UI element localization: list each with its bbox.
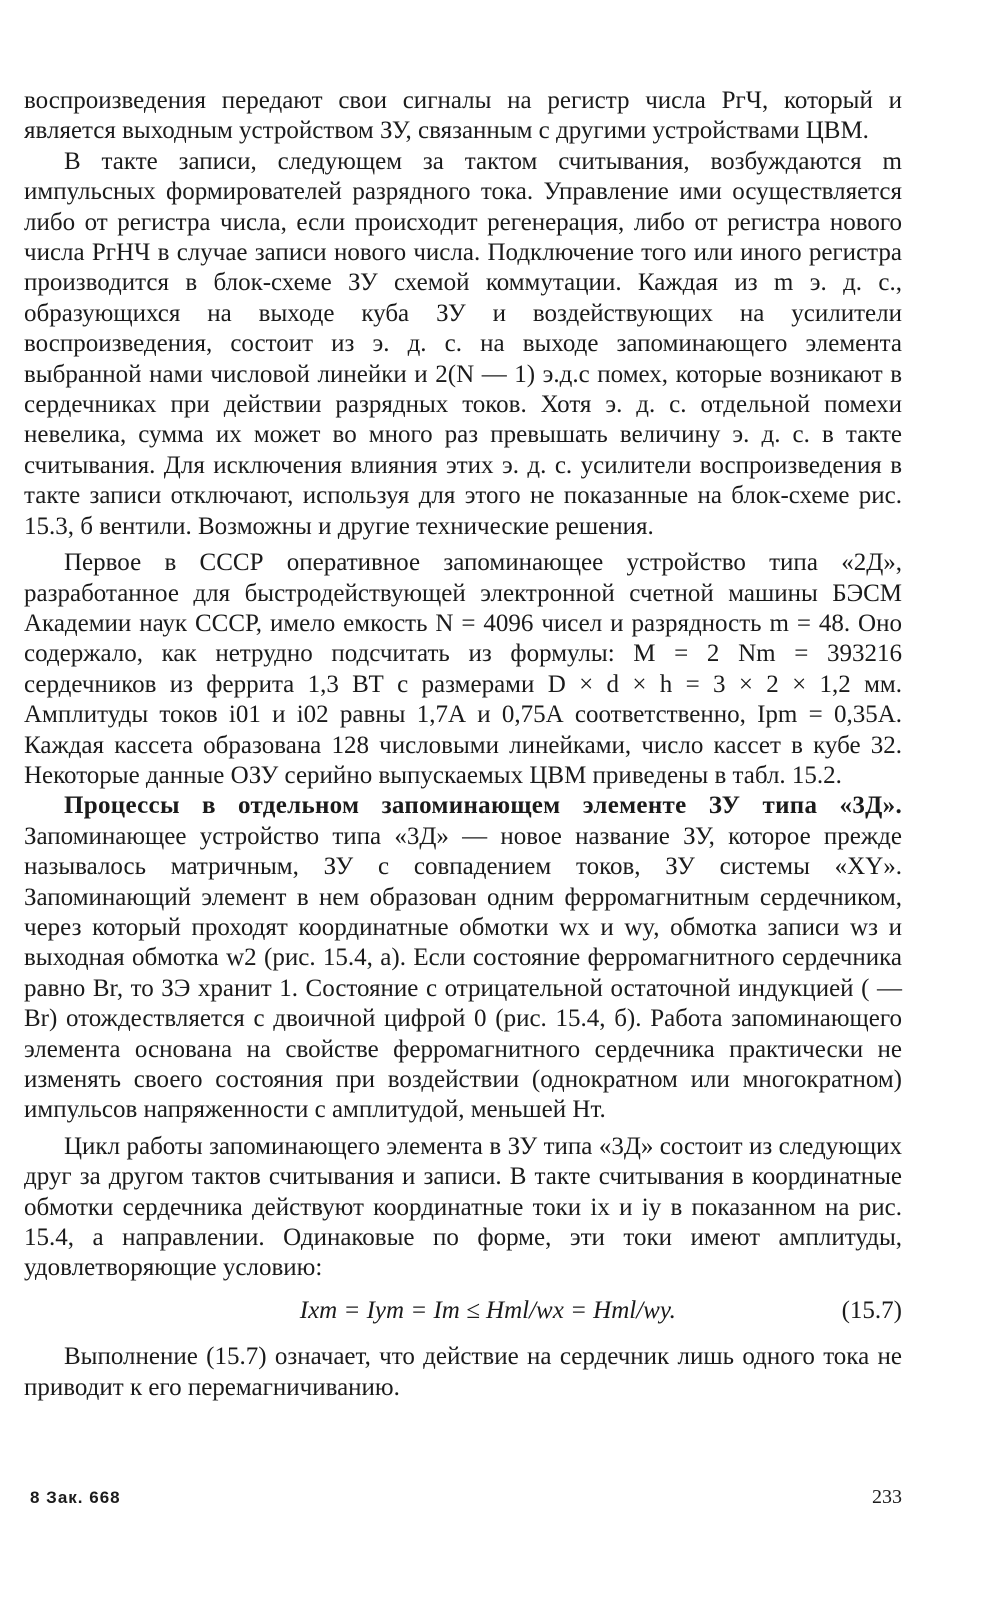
paragraph-4 xyxy=(24,791,902,1125)
equation-expression: Ixm = Iym = Im ≤ Hтl/wx = Hтl/wy. xyxy=(299,1296,676,1324)
paragraph-5: Цикл работы запоминающего элемента в ЗУ типа «3Д» состоит из следующих друг за другом тактов считывания и записи. В такте считывания в координатные обмотки сердечника действуют координатные токи ix и iy в показанном на рис. 15.4, а направлении. Одинаковые по форме, эти токи имеют амплитуды, удовлетворяющие условию: xyxy=(24,1132,902,1282)
section-heading: Процессы в отдельном запоминающем элементе ЗУ типа «3Д». xyxy=(64,792,902,820)
paragraph-4-body: Запоминающее устройство типа «3Д» — новое название ЗУ, которое прежде называлось матричным, ЗУ с совпадением токов, ЗУ системы «XY». Запоминающий элемент в нем образован одним ферромагнитным сердечником, через который проходят координатные обмотки wx и wy, обмотка записи wз и выходная обмотка w2 (рис. 15.4, а). Если состояние ферромагнитного сердечника равно Br, то ЗЭ хранит 1. Состояние с отрицательной остаточной индукцией ( — Br) отождествляется с двоичной цифрой 0 (рис. 15.4, б). Работа запоминающего элемента основана на свойстве ферромагнитного сердечника практически не изменять своего состояния при воздействии (однократном или многократном) импульсов напряженности с амплитудой, меньшей Hт. xyxy=(24,822,902,1124)
equation-number: (15.7) xyxy=(841,1296,902,1324)
paragraph-6: Выполнение (15.7) означает, что действие на сердечник лишь одного тока не приводит к его перемагничиванию. xyxy=(24,1343,902,1401)
equation-15-7 xyxy=(24,1296,902,1326)
page-footer xyxy=(30,1486,902,1509)
paragraph-1: воспроизведения передают свои сигналы на регистр числа РгЧ, который и является выходным устройством ЗУ, связанным с другими устройствами ЦВМ. xyxy=(24,87,902,145)
printer-signature: 8 Зак. 668 xyxy=(30,1488,121,1507)
paragraph-2: В такте записи, следующем за тактом считывания, возбуждаются m импульсных формирователей разрядного тока. Управление ими осуществляется либо от регистра числа, если происходит регенерация, либо от регистра нового числа РгНЧ в случае записи нового числа. Подключение того или иного регистра производится в блок-схеме ЗУ схемой коммутации. Каждая из m э. д. с., образующихся на выходе куба ЗУ и воздействующих на усилители воспроизведения, состоит из э. д. с. на выходе запоминающего элемента выбранной нами числовой линейки и 2(N — 1) э.д.с помех, которые возникают в сердечниках при действии разрядных токов. Хотя э. д. с. отдельной помехи невелика, сумма их может во много раз превышать величину э. д. с. в такте считывания. Для исключения влияния этих э. д. с. усилители воспроизведения в такте записи отключают, используя для этого не показанные на блок-схеме рис. 15.3, б вентили. Возможны и другие технические решения. xyxy=(24,147,902,540)
paragraph-3: Первое в СССР оперативное запоминающее устройство типа «2Д», разработанное для быстродействующей электронной счетной машины БЭСМ Академии наук СССР, имело емкость N = 4096 чисел и разрядность m = 48. Оно содержало, как нетрудно подсчитать из формулы: M = 2 Nm = 393216 сердечников из феррита 1,3 ВТ с размерами D × d × h = 3 × 2 × 1,2 мм. Амплитуды токов i01 и i02 равны 1,7А и 0,75А соответственно, Ipm = 0,35А. Каждая кассета образована 128 числовыми линейками, число кассет в кубе 32. Некоторые данные ОЗУ серийно выпускаемых ЦВМ приведены в табл. 15.2. xyxy=(24,549,902,789)
page-number: 233 xyxy=(872,1486,902,1508)
